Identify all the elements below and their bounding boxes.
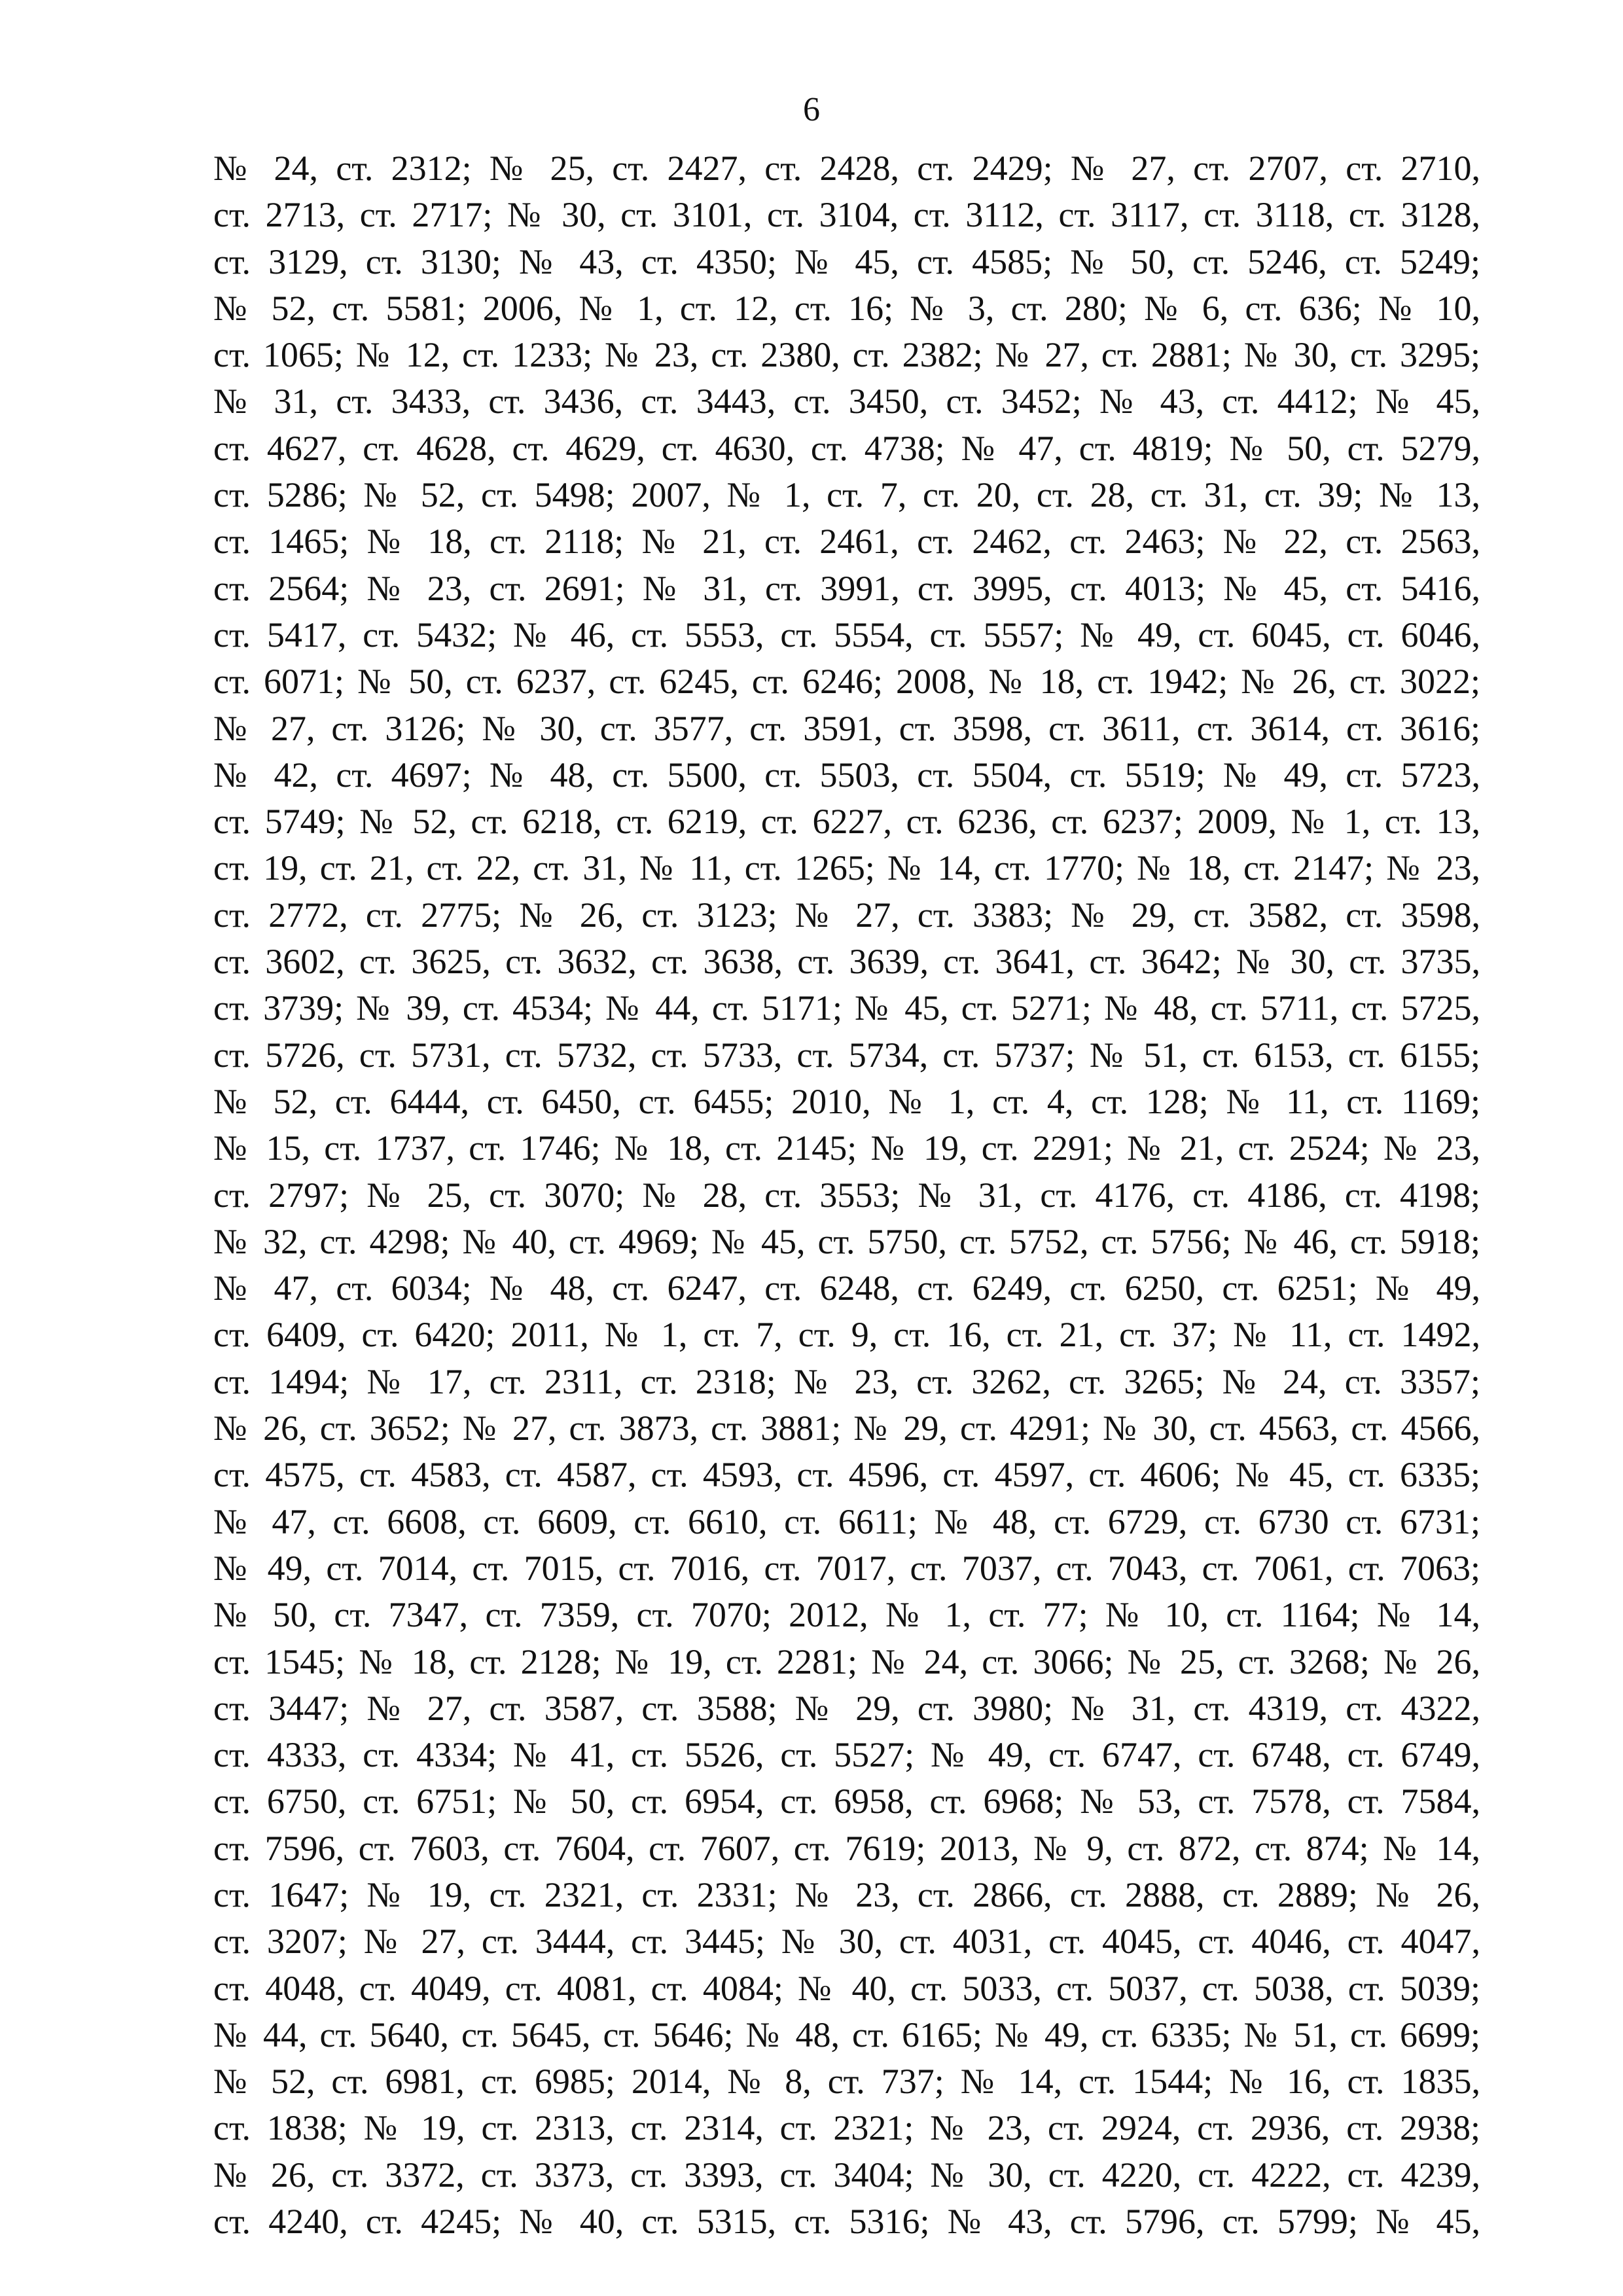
text-line: № 52, ст. 6444, ст. 6450, ст. 6455; 2010, № 1, ст. 4, ст. 128; № 11, ст. 1169; <box>213 1081 1480 1121</box>
text-line: ст. 3447; № 27, ст. 3587, ст. 3588; № 29, ст. 3980; № 31, ст. 4319, ст. 4322, <box>213 1688 1480 1728</box>
text-line: № 24, ст. 2312; № 25, ст. 2427, ст. 2428, ст. 2429; № 27, ст. 2707, ст. 2710, <box>213 149 1480 188</box>
text-line: № 31, ст. 3433, ст. 3436, ст. 3443, ст. 3450, ст. 3452; № 43, ст. 4412; № 45, <box>213 382 1480 422</box>
text-line: ст. 2713, ст. 2717; № 30, ст. 3101, ст. 3104, ст. 3112, ст. 3117, ст. 3118, ст. 3128, <box>213 195 1480 235</box>
text-line: ст. 1838; № 19, ст. 2313, ст. 2314, ст. 2321; № 23, ст. 2924, ст. 2936, ст. 2938; <box>213 2108 1480 2148</box>
text-line: № 50, ст. 7347, ст. 7359, ст. 7070; 2012, № 1, ст. 77; № 10, ст. 1164; № 14, <box>213 1595 1480 1635</box>
text-line: № 27, ст. 3126; № 30, ст. 3577, ст. 3591, ст. 3598, ст. 3611, ст. 3614, ст. 3616; <box>213 708 1480 748</box>
text-line: ст. 7596, ст. 7603, ст. 7604, ст. 7607, ст. 7619; 2013, № 9, ст. 872, ст. 874; № 14, <box>213 1828 1480 1868</box>
text-line: № 52, ст. 6981, ст. 6985; 2014, № 8, ст. 737; № 14, ст. 1544; № 16, ст. 1835, <box>213 2062 1480 2102</box>
text-line: ст. 1065; № 12, ст. 1233; № 23, ст. 2380, ст. 2382; № 27, ст. 2881; № 30, ст. 3295; <box>213 335 1480 375</box>
text-line: ст. 1647; № 19, ст. 2321, ст. 2331; № 23, ст. 2866, ст. 2888, ст. 2889; № 26, <box>213 1874 1480 1914</box>
text-line: ст. 1494; № 17, ст. 2311, ст. 2318; № 23, ст. 3262, ст. 3265; № 24, ст. 3357; <box>213 1361 1480 1401</box>
page-number: 6 <box>803 91 820 128</box>
text-line: ст. 4333, ст. 4334; № 41, ст. 5526, ст. 5527; № 49, ст. 6747, ст. 6748, ст. 6749, <box>213 1735 1480 1775</box>
text-line: ст. 3739; № 39, ст. 4534; № 44, ст. 5171; № 45, ст. 5271; № 48, ст. 5711, ст. 5725, <box>213 988 1480 1028</box>
text-line: ст. 6071; № 50, ст. 6237, ст. 6245, ст. 6246; 2008, № 18, ст. 1942; № 26, ст. 3022; <box>213 662 1480 702</box>
text-line: ст. 6750, ст. 6751; № 50, ст. 6954, ст. 6958, ст. 6968; № 53, ст. 7578, ст. 7584, <box>213 1782 1480 1821</box>
text-line: ст. 4048, ст. 4049, ст. 4081, ст. 4084; № 40, ст. 5033, ст. 5037, ст. 5038, ст. 5039; <box>213 1968 1480 2008</box>
body-text <box>213 145 1480 2245</box>
text-line: ст. 2797; № 25, ст. 3070; № 28, ст. 3553; № 31, ст. 4176, ст. 4186, ст. 4198; <box>213 1175 1480 1215</box>
text-line: ст. 5749; № 52, ст. 6218, ст. 6219, ст. 6227, ст. 6236, ст. 6237; 2009, № 1, ст. 13, <box>213 802 1480 842</box>
text-line: ст. 5417, ст. 5432; № 46, ст. 5553, ст. 5554, ст. 5557; № 49, ст. 6045, ст. 6046, <box>213 615 1480 655</box>
text-line: ст. 2564; № 23, ст. 2691; № 31, ст. 3991, ст. 3995, ст. 4013; № 45, ст. 5416, <box>213 568 1480 608</box>
text-line: № 26, ст. 3372, ст. 3373, ст. 3393, ст. 3404; № 30, ст. 4220, ст. 4222, ст. 4239, <box>213 2155 1480 2195</box>
text-line: № 47, ст. 6608, ст. 6609, ст. 6610, ст. 6611; № 48, ст. 6729, ст. 6730 ст. 6731; <box>213 1501 1480 1541</box>
text-line: ст. 1465; № 18, ст. 2118; № 21, ст. 2461, ст. 2462, ст. 2463; № 22, ст. 2563, <box>213 522 1480 562</box>
text-line: № 44, ст. 5640, ст. 5645, ст. 5646; № 48, ст. 6165; № 49, ст. 6335; № 51, ст. 6699; <box>213 2015 1480 2054</box>
text-line: ст. 4575, ст. 4583, ст. 4587, ст. 4593, ст. 4596, ст. 4597, ст. 4606; № 45, ст. 6335; <box>213 1455 1480 1495</box>
text-line: № 32, ст. 4298; № 40, ст. 4969; № 45, ст. 5750, ст. 5752, ст. 5756; № 46, ст. 5918; <box>213 1221 1480 1261</box>
text-line: № 26, ст. 3652; № 27, ст. 3873, ст. 3881; № 29, ст. 4291; № 30, ст. 4563, ст. 4566, <box>213 1408 1480 1448</box>
text-line: № 15, ст. 1737, ст. 1746; № 18, ст. 2145; № 19, ст. 2291; № 21, ст. 2524; № 23, <box>213 1128 1480 1168</box>
text-line: ст. 6409, ст. 6420; 2011, № 1, ст. 7, ст. 9, ст. 16, ст. 21, ст. 37; № 11, ст. 1492, <box>213 1315 1480 1355</box>
text-line: ст. 3602, ст. 3625, ст. 3632, ст. 3638, ст. 3639, ст. 3641, ст. 3642; № 30, ст. 3735, <box>213 942 1480 982</box>
text-line: № 49, ст. 7014, ст. 7015, ст. 7016, ст. 7017, ст. 7037, ст. 7043, ст. 7061, ст. 7063; <box>213 1548 1480 1588</box>
text-line: ст. 3129, ст. 3130; № 43, ст. 4350; № 45, ст. 4585; № 50, ст. 5246, ст. 5249; <box>213 242 1480 281</box>
text-line: ст. 4627, ст. 4628, ст. 4629, ст. 4630, ст. 4738; № 47, ст. 4819; № 50, ст. 5279, <box>213 428 1480 468</box>
text-line: ст. 1545; № 18, ст. 2128; № 19, ст. 2281; № 24, ст. 3066; № 25, ст. 3268; № 26, <box>213 1641 1480 1681</box>
text-line: ст. 5286; № 52, ст. 5498; 2007, № 1, ст. 7, ст. 20, ст. 28, ст. 31, ст. 39; № 13, <box>213 475 1480 515</box>
text-line: ст. 3207; № 27, ст. 3444, ст. 3445; № 30, ст. 4031, ст. 4045, ст. 4046, ст. 4047, <box>213 1922 1480 1962</box>
text-line: № 42, ст. 4697; № 48, ст. 5500, ст. 5503, ст. 5504, ст. 5519; № 49, ст. 5723, <box>213 755 1480 795</box>
text-line: ст. 5726, ст. 5731, ст. 5732, ст. 5733, ст. 5734, ст. 5737; № 51, ст. 6153, ст. 6155; <box>213 1035 1480 1075</box>
text-line: № 47, ст. 6034; № 48, ст. 6247, ст. 6248, ст. 6249, ст. 6250, ст. 6251; № 49, <box>213 1268 1480 1308</box>
text-line: ст. 19, ст. 21, ст. 22, ст. 31, № 11, ст. 1265; № 14, ст. 1770; № 18, ст. 2147; № 23, <box>213 848 1480 888</box>
text-line: ст. 2772, ст. 2775; № 26, ст. 3123; № 27, ст. 3383; № 29, ст. 3582, ст. 3598, <box>213 895 1480 935</box>
text-line: № 52, ст. 5581; 2006, № 1, ст. 12, ст. 16; № 3, ст. 280; № 6, ст. 636; № 10, <box>213 288 1480 328</box>
text-line: ст. 4240, ст. 4245; № 40, ст. 5315, ст. 5316; № 43, ст. 5796, ст. 5799; № 45, <box>213 2202 1480 2242</box>
